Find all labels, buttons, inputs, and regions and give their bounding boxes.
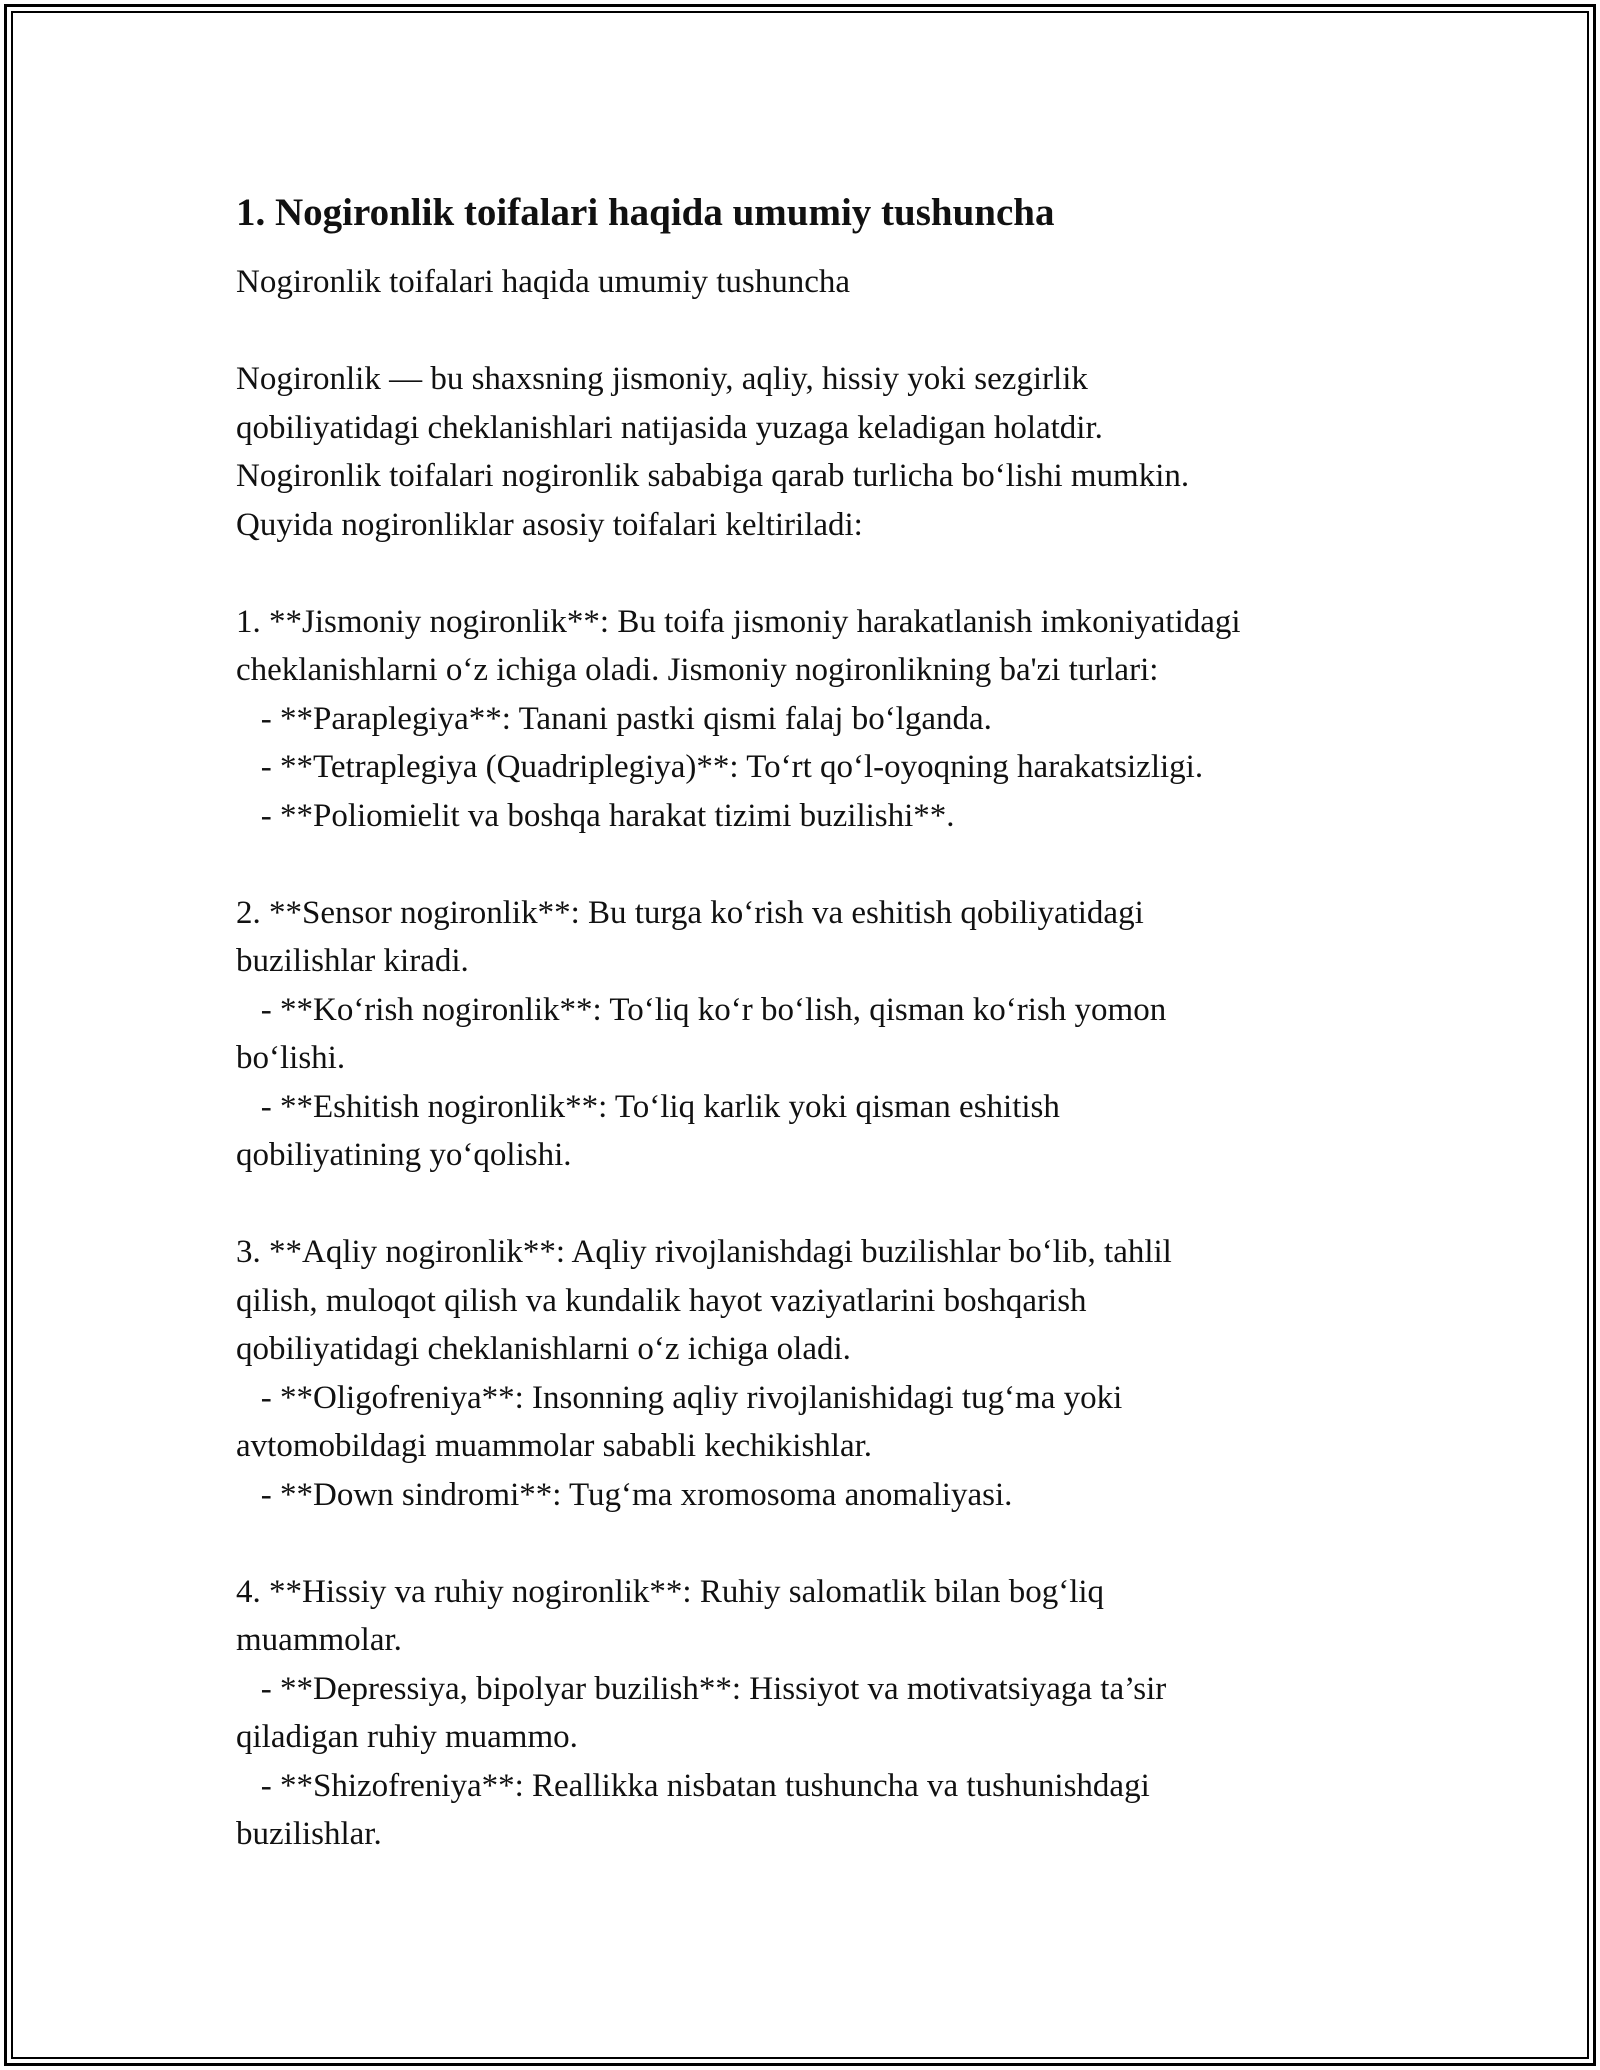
document-content — [236, 186, 1416, 1859]
document-title: 1. Nogironlik toifalari haqida umumiy tushuncha — [236, 191, 1055, 234]
document-body: Nogironlik toifalari haqida umumiy tushuncha Nogironlik — bu shaxsning jismoniy, aqliy, hissiy yoki sezgirlik qobiliyatidagi cheklanishlari natijasida yuzaga keladigan holatdir. Nogironlik toifalari nogironlik sababiga qarab turlicha boʻlishi mumkin. Quyida nogironliklar asosiy toifalari keltiriladi: 1. **Jismoniy nogironlik**: Bu toifa jismoniy harakatlanish imkoniyatidagi cheklanishlarni oʻz ichiga oladi. Jismoniy nogironlikning ba'zi turlari: - **Paraplegiya**: Tanani pastki qismi falaj boʻlganda. - **Tetraplegiya (Quadriplegiya)**: Toʻrt qoʻl-oyoqning harakatsizligi. - **Poliomielit va boshqa harakat tizimi buzilishi**. 2. **Sensor nogironlik**: Bu turga koʻrish va eshitish qobiliyatidagi buzilishlar kiradi. - **Koʻrish nogironlik**: Toʻliq koʻr boʻlish, qisman koʻrish yomon boʻlishi. - **Eshitish nogironlik**: Toʻliq karlik yoki qisman eshitish qobiliyatining yoʻqolishi. 3. **Aqliy nogironlik**: Aqliy rivojlanishdagi buzilishlar boʻlib, tahlil qilish, muloqot qilish va kundalik hayot vaziyatlarini boshqarish qobiliyatidagi cheklanishlarni oʻz ichiga oladi. - **Oligofreniya**: Insonning aqliy rivojlanishidagi tugʻma yoki avtomobildagi muammolar sababli kechikishlar. - **Down sindromi**: Tugʻma xromosoma anomaliyasi. 4. **Hissiy va ruhiy nogironlik**: Ruhiy salomatlik bilan bogʻliq muammolar. - **Depressiya, bipolyar buzilish**: Hissiyot va motivatsiyaga ta’sir qiladigan ruhiy muammo. - **Shizofreniya**: Reallikka nisbatan tushuncha va tushunishdagi buzilishlar. — [236, 264, 1241, 1852]
